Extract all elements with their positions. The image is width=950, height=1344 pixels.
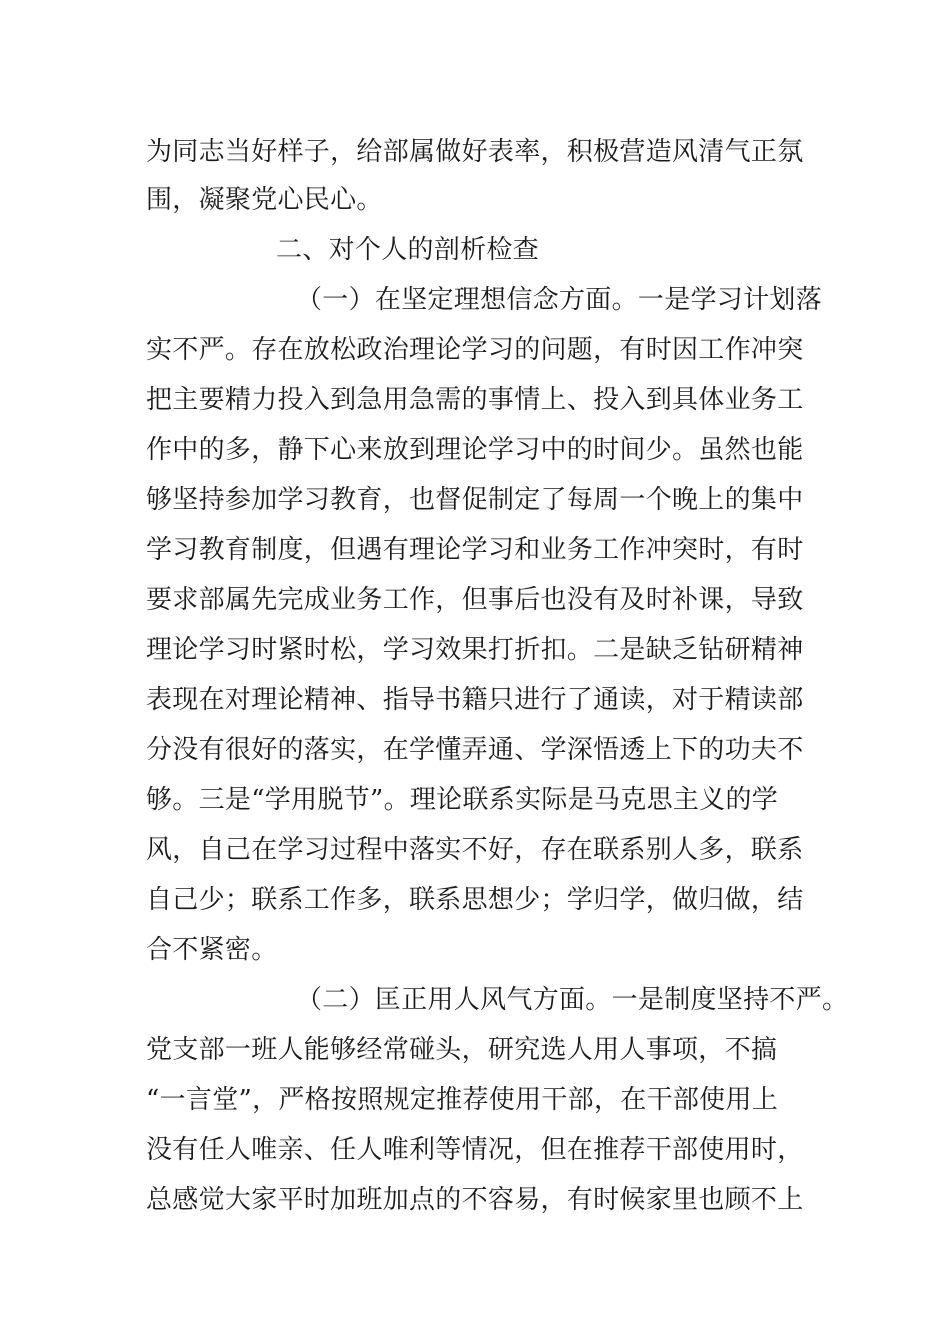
text-line: 理论学习时紧时松，学习效果打折扣。二是缺乏钻研精神	[146, 635, 804, 665]
text-line: 表现在对理论精神、指导书籍只进行了通读，对于精读部	[146, 685, 804, 715]
text-line: 风，自己在学习过程中落实不好，存在联系别人多，联系	[146, 835, 804, 865]
text-line: 合不紧密。	[146, 935, 278, 965]
text-line: 够。三是“学用脱节”。理论联系实际是马克思主义的学	[146, 785, 779, 815]
text-line: 围，凝聚党心民心。	[146, 185, 383, 215]
text-line: 分没有很好的落实，在学懂弄通、学深悟透上下的功夫不	[146, 735, 804, 765]
text-line: 把主要精力投入到急用急需的事情上、投入到具体业务工	[146, 385, 804, 415]
text-line: 没有任人唯亲、任人唯利等情况，但在推荐干部使用时，	[146, 1135, 804, 1165]
text-line: 实不严。存在放松政治理论学习的问题，有时因工作冲突	[146, 335, 804, 365]
text-line: 作中的多，静下心来放到理论学习中的时间少。虽然也能	[146, 435, 804, 465]
text-line: “一言堂”，严格按照规定推荐使用干部，在干部使用上	[146, 1085, 779, 1115]
subsection-heading: （二）匡正用人风气方面。一是制度坚持不严。	[296, 985, 849, 1015]
text-line: 够坚持参加学习教育，也督促制定了每周一个晚上的集中	[146, 485, 804, 515]
subsection-heading: （一）在坚定理想信念方面。一是学习计划落	[296, 285, 823, 315]
text-line: 学习教育制度，但遇有理论学习和业务工作冲突时，有时	[146, 535, 804, 565]
text-line: 自己少；联系工作多，联系思想少；学归学，做归做，结	[146, 885, 804, 915]
text-line: 党支部一班人能够经常碰头，研究选人用人事项，不搞	[146, 1035, 778, 1065]
text-line: 总感觉大家平时加班加点的不容易，有时候家里也顾不上	[146, 1185, 804, 1215]
text-line: 要求部属先完成业务工作，但事后也没有及时补课，导致	[146, 585, 804, 615]
text-line: 为同志当好样子，给部属做好表率，积极营造风清气正氛	[146, 137, 804, 167]
section-heading: 二、对个人的剖析检查	[276, 235, 540, 265]
